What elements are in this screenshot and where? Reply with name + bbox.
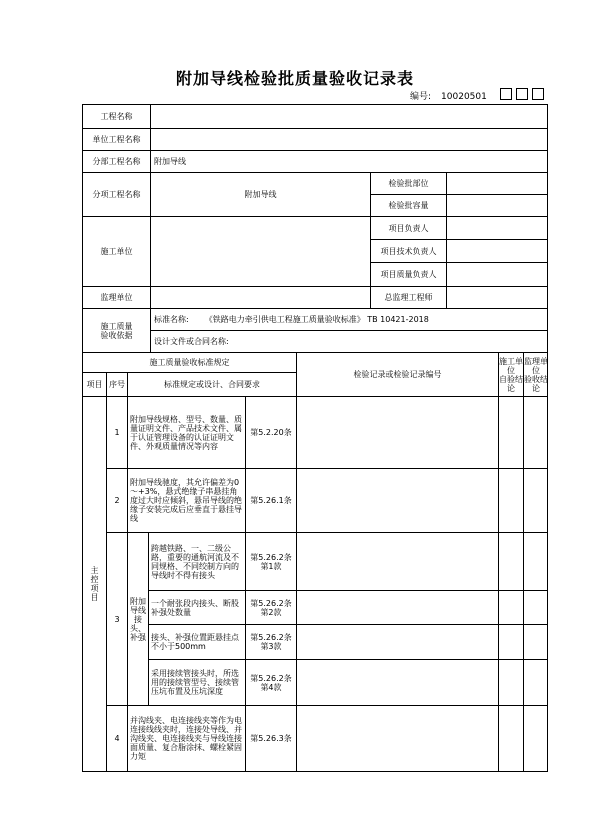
project-leader-label: 项目负责人 <box>370 216 446 239</box>
row-3-3-construction-result[interactable] <box>498 624 523 659</box>
requirement-column-header: 标准规定或设计、合同要求 <box>127 372 296 396</box>
standard-name-row <box>150 308 548 330</box>
construction-unit-label: 施工单位 <box>82 216 150 286</box>
table-bottom-border <box>82 771 548 772</box>
unit-project-label: 单位工程名称 <box>82 128 150 150</box>
row-1-seq: 1 <box>106 396 127 468</box>
row-3-3-record[interactable] <box>296 624 498 659</box>
row-4-record[interactable] <box>296 705 498 771</box>
unit-project-field[interactable] <box>150 128 548 150</box>
row-3-3-requirement: 接头、补强位置距悬挂点不小于500mm <box>148 624 245 659</box>
row-1-clause: 第5.2.20条 <box>245 396 296 468</box>
main-control-item-text: 主控项目 <box>90 566 99 602</box>
supervision-result-column-header: 监理单位 验收结论 <box>523 352 548 396</box>
row-1-record[interactable] <box>296 396 498 468</box>
supervision-unit-field[interactable] <box>150 286 370 308</box>
quality-leader-label: 项目质量负责人 <box>370 262 446 286</box>
row-3-4-clause: 第5.26.2条 第4款 <box>245 659 296 705</box>
standard-name-value: 《铁路电力牵引供电工程施工质量验收标准》 TB 10421-2018 <box>204 315 429 324</box>
row-3-2-requirement: 一个耐张段内接头、断股补强处数量 <box>148 590 245 624</box>
row-3-1-clause: 第5.26.2条 第1款 <box>245 532 296 590</box>
row-1-supervision-result[interactable] <box>523 396 548 468</box>
row-2-supervision-result[interactable] <box>523 468 548 532</box>
tech-leader-field[interactable] <box>446 239 548 262</box>
subitem-project-value: 附加导线 <box>150 172 370 216</box>
row-3-4-supervision-result[interactable] <box>523 659 548 705</box>
row-1-requirement: 附加导线规格、型号、数量、质量证明文件、产品技术文件、属于认证管理设备的认证证明文件、外观质量情况等内容 <box>127 396 245 468</box>
project-leader-field[interactable] <box>446 216 548 239</box>
inspection-location-label: 检验批部位 <box>370 172 446 194</box>
tech-leader-label: 项目技术负责人 <box>370 239 446 262</box>
row-2-clause: 第5.26.1条 <box>245 468 296 532</box>
row-3-3-supervision-result[interactable] <box>523 624 548 659</box>
construction-unit-field[interactable] <box>150 216 370 286</box>
row-3-2-record[interactable] <box>296 590 498 624</box>
row-3-1-construction-result[interactable] <box>498 532 523 590</box>
row-2-requirement: 附加导线驰度，其允许偏差为0～+3%，悬式绝缘子串悬挂角度过大时应倾斜，悬吊导线的绝缘子安装完成后应垂直于悬挂导线 <box>127 468 245 532</box>
spec-group-header: 施工质量验收标准规定 <box>82 352 296 372</box>
division-project-label: 分部工程名称 <box>82 150 150 172</box>
row-2-seq: 2 <box>106 468 127 532</box>
row-3-1-record[interactable] <box>296 532 498 590</box>
supervision-unit-label: 监理单位 <box>82 286 150 308</box>
row-3-seq: 3 <box>106 532 127 705</box>
row-4-seq: 4 <box>106 705 127 771</box>
code-checkbox-2[interactable] <box>516 88 528 100</box>
row-3-3-clause: 第5.26.2条 第3款 <box>245 624 296 659</box>
project-name-field[interactable] <box>150 104 548 128</box>
row-3-4-construction-result[interactable] <box>498 659 523 705</box>
row-2-record[interactable] <box>296 468 498 532</box>
main-control-item-label <box>82 396 106 771</box>
record-code <box>410 89 487 102</box>
division-project-value: 附加导线 <box>150 150 548 172</box>
row-3-2-construction-result[interactable] <box>498 590 523 624</box>
code-label: 编号: <box>410 92 432 102</box>
seq-column-header: 序号 <box>106 372 127 396</box>
quality-leader-field[interactable] <box>446 262 548 286</box>
acceptance-basis-label: 施工质量 验收依据 <box>82 308 150 352</box>
item-column-header: 项目 <box>82 372 106 396</box>
inspection-capacity-field[interactable] <box>446 194 548 216</box>
design-docs-label: 设计文件或合同名称: <box>150 330 548 352</box>
code-value: 10020501 <box>441 92 487 102</box>
project-name-label: 工程名称 <box>82 104 150 128</box>
row-3-2-clause: 第5.26.2条 第2款 <box>245 590 296 624</box>
row-3-4-record[interactable] <box>296 659 498 705</box>
row-3-1-supervision-result[interactable] <box>523 532 548 590</box>
chief-supervisor-label: 总监理工程师 <box>370 286 446 308</box>
row-3-4-requirement: 采用接续管接头时，所选用的接续管型号、接续管压坑布置及压坑深度 <box>148 659 245 705</box>
chief-supervisor-field[interactable] <box>446 286 548 308</box>
page-title: 附加导线检验批质量验收记录表 <box>175 69 414 88</box>
row-4-requirement: 并沟线夹、电连接线夹等作为电连接线线夹时，连接处导线、并沟线夹、电连接线夹与导线连接面质量、复合脂涂抹、螺栓紧固力矩 <box>127 705 245 771</box>
row-3-2-supervision-result[interactable] <box>523 590 548 624</box>
subitem-project-label: 分项工程名称 <box>82 172 150 216</box>
row-1-construction-result[interactable] <box>498 396 523 468</box>
row-4-supervision-result[interactable] <box>523 705 548 771</box>
record-column-header: 检验记录或检验记录编号 <box>296 352 498 396</box>
inspection-location-field[interactable] <box>446 172 548 194</box>
code-checkbox-3[interactable] <box>532 88 544 100</box>
row-4-construction-result[interactable] <box>498 705 523 771</box>
row-3-group-label: 附加导线接头、补强 <box>127 532 148 705</box>
row-3-1-requirement: 跨越铁路、一、二级公路，重要的通航河流及不同规格、不同绞制方向的导线时不得有接头 <box>148 532 245 590</box>
row-4-clause: 第5.26.3条 <box>245 705 296 771</box>
construction-result-column-header: 施工单位 自验结论 <box>498 352 523 396</box>
code-checkbox-1[interactable] <box>500 88 512 100</box>
row-2-construction-result[interactable] <box>498 468 523 532</box>
inspection-capacity-label: 检验批容量 <box>370 194 446 216</box>
standard-name-label: 标准名称: <box>154 315 189 324</box>
